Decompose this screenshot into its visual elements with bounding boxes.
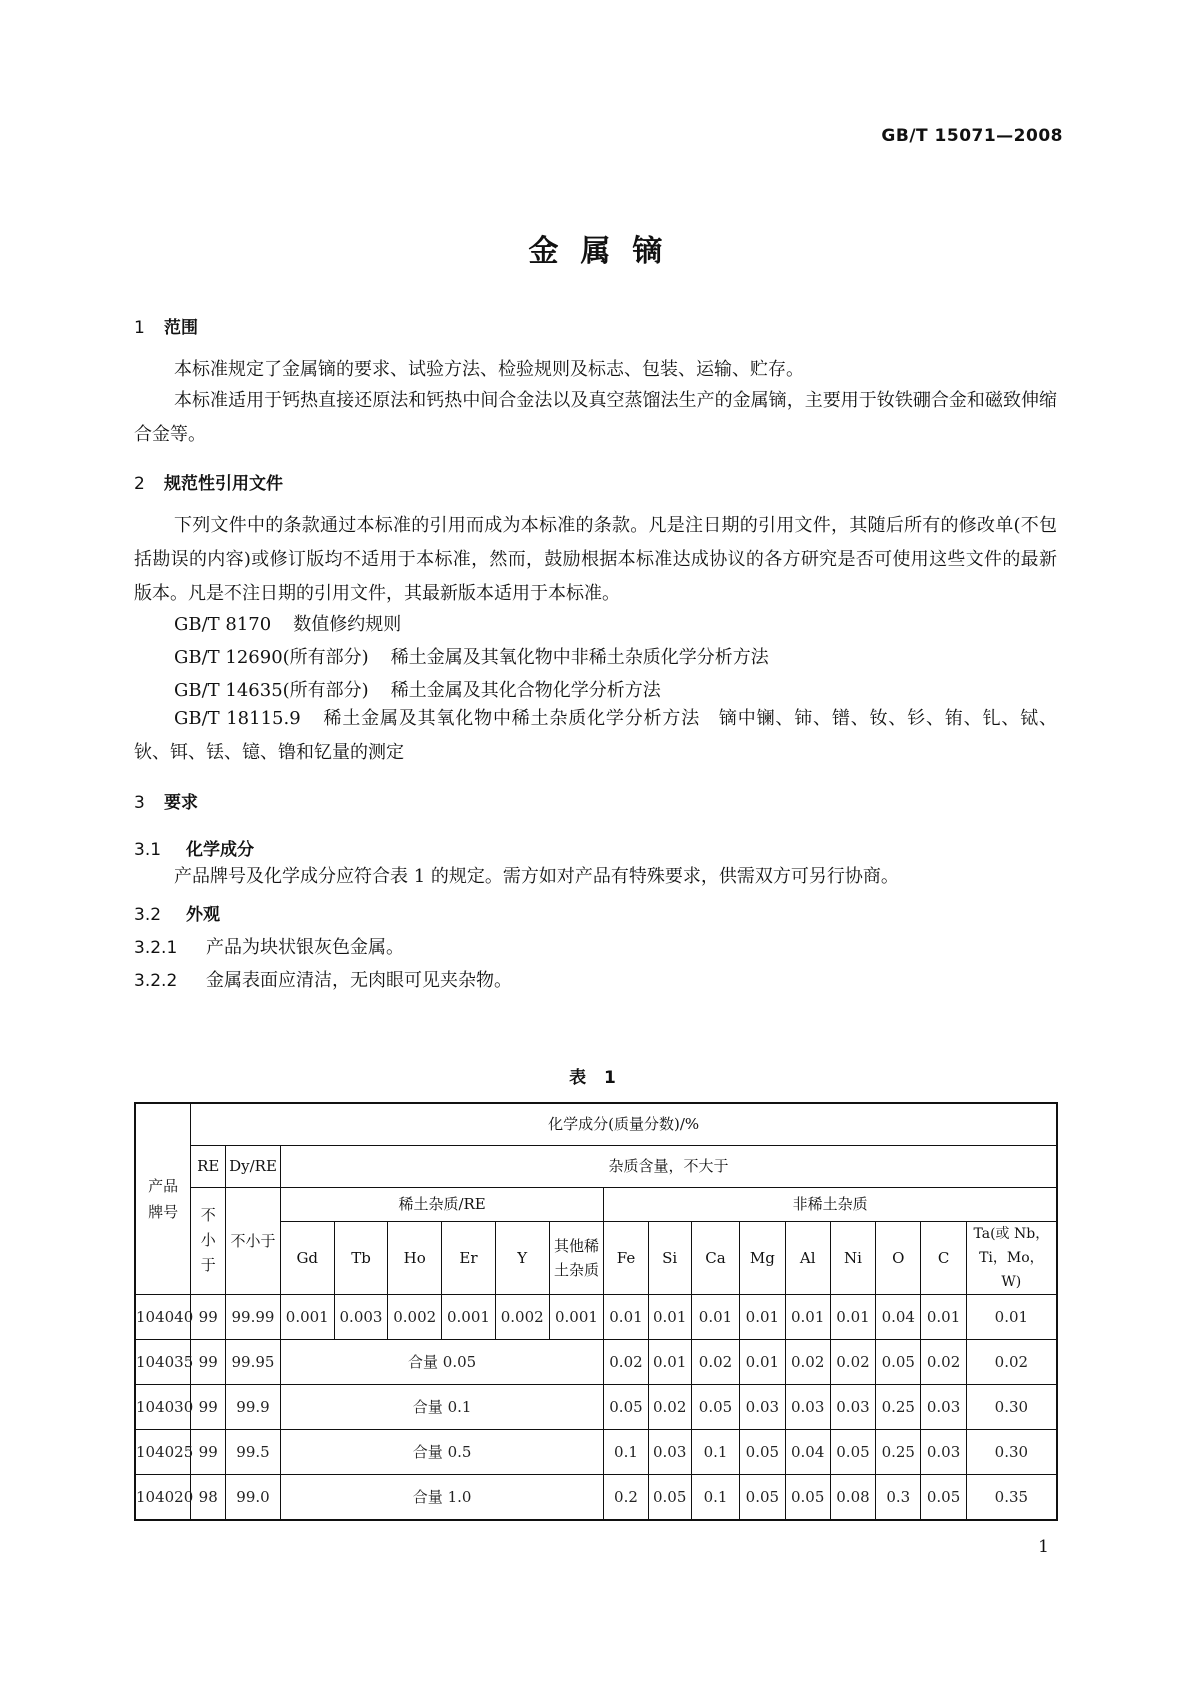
cell: 0.01 bbox=[740, 1339, 785, 1384]
cell: 0.03 bbox=[648, 1429, 691, 1474]
cell: 0.01 bbox=[691, 1294, 739, 1339]
cell: 0.05 bbox=[740, 1474, 785, 1520]
cell: 0.002 bbox=[495, 1294, 549, 1339]
cell-re: 99 bbox=[191, 1339, 226, 1384]
cell: 0.05 bbox=[785, 1474, 830, 1520]
ref-item: GB/T 8170 数值修约规则 bbox=[174, 614, 402, 635]
cell: 0.003 bbox=[334, 1294, 388, 1339]
cell-re: 99 bbox=[191, 1294, 226, 1339]
cell-re-total: 合量 0.5 bbox=[280, 1429, 603, 1474]
col-fe: Fe bbox=[604, 1221, 648, 1294]
section-2-heading: 2 规范性引用文件 bbox=[134, 474, 283, 494]
cell-re: 98 bbox=[191, 1474, 226, 1520]
header-re-min: 不小于 bbox=[191, 1187, 226, 1294]
section-3-1-heading: 3.1 化学成分 bbox=[134, 840, 254, 860]
section-3-2-1: 3.2.1 产品为块状银灰色金属。 bbox=[134, 937, 404, 958]
cell: 0.08 bbox=[830, 1474, 875, 1520]
table-caption: 表 1 bbox=[569, 1068, 622, 1088]
col-mg: Mg bbox=[740, 1221, 785, 1294]
cell: 0.1 bbox=[604, 1429, 648, 1474]
ref-item: GB/T 14635(所有部分) 稀土金属及其化合物化学分析方法 bbox=[174, 680, 661, 701]
table-row bbox=[135, 1339, 1057, 1384]
cell: 0.01 bbox=[648, 1294, 691, 1339]
cell: 0.1 bbox=[691, 1429, 739, 1474]
cell: 0.01 bbox=[830, 1294, 875, 1339]
cell: 0.02 bbox=[604, 1339, 648, 1384]
cell: 0.02 bbox=[785, 1339, 830, 1384]
cell: 0.03 bbox=[785, 1384, 830, 1429]
cell: 0.001 bbox=[549, 1294, 604, 1339]
col-tb: Tb bbox=[334, 1221, 388, 1294]
col-ni: Ni bbox=[830, 1221, 875, 1294]
header-chem-composition: 化学成分(质量分数)/% bbox=[191, 1103, 1057, 1145]
col-other-re: 其他稀土杂质 bbox=[549, 1221, 604, 1294]
cell: 0.1 bbox=[691, 1474, 739, 1520]
cell: 0.04 bbox=[785, 1429, 830, 1474]
cell: 0.03 bbox=[830, 1384, 875, 1429]
table-row bbox=[135, 1294, 1057, 1339]
cell: 0.05 bbox=[921, 1474, 966, 1520]
section-1-para-2: 本标准适用于钙热直接还原法和钙热中间合金法以及真空蒸馏法生产的金属镝，主要用于钕铁硼合金和磁致伸缩合金等。 bbox=[134, 390, 1057, 445]
cell: 0.25 bbox=[876, 1384, 921, 1429]
cell-dyre: 99.5 bbox=[226, 1429, 281, 1474]
section-3-heading: 3 要求 bbox=[134, 793, 198, 813]
section-1-para-1: 本标准规定了金属镝的要求、试验方法、检验规则及标志、包装、运输、贮存。 bbox=[174, 359, 804, 380]
cell: 0.02 bbox=[921, 1339, 966, 1384]
col-er: Er bbox=[442, 1221, 496, 1294]
cell-re: 99 bbox=[191, 1429, 226, 1474]
table-row bbox=[135, 1474, 1057, 1520]
cell: 0.01 bbox=[740, 1294, 785, 1339]
col-gd: Gd bbox=[280, 1221, 334, 1294]
cell-grade: 104035 bbox=[135, 1339, 191, 1384]
col-al: Al bbox=[785, 1221, 830, 1294]
section-3-1-para: 产品牌号及化学成分应符合表 1 的规定。需方如对产品有特殊要求，供需双方可另行协商。 bbox=[174, 866, 899, 887]
cell: 0.25 bbox=[876, 1429, 921, 1474]
header-non-re-impurity: 非稀土杂质 bbox=[604, 1187, 1057, 1221]
cell: 0.05 bbox=[876, 1339, 921, 1384]
cell: 0.05 bbox=[691, 1384, 739, 1429]
header-impurity: 杂质含量，不大于 bbox=[280, 1145, 1057, 1187]
cell-re-total: 合量 1.0 bbox=[280, 1474, 603, 1520]
cell-grade: 104030 bbox=[135, 1384, 191, 1429]
cell-re: 99 bbox=[191, 1384, 226, 1429]
cell-re-total: 合量 0.1 bbox=[280, 1384, 603, 1429]
cell: 0.02 bbox=[830, 1339, 875, 1384]
table-1 bbox=[134, 1102, 1058, 1521]
col-c: C bbox=[921, 1221, 966, 1294]
col-ta: Ta(或 Nb，Ti，Mo，W) bbox=[966, 1221, 1057, 1294]
document-title: 金属镝 bbox=[528, 234, 685, 269]
section-2-para-1: 下列文件中的条款通过本标准的引用而成为本标准的条款。凡是注日期的引用文件，其随后所有的修改单(不包括勘误的内容)或修订版均不适用于本标准，然而，鼓励根据本标准达成协议的各方研究是否可使用这些文件的最新版本。凡是不注日期的引用文件，其最新版本适用于本标准。 bbox=[134, 515, 1057, 604]
cell: 0.05 bbox=[740, 1429, 785, 1474]
cell: 0.30 bbox=[966, 1384, 1057, 1429]
cell-re-total: 合量 0.05 bbox=[280, 1339, 603, 1384]
cell: 0.04 bbox=[876, 1294, 921, 1339]
cell: 0.30 bbox=[966, 1429, 1057, 1474]
header-dy-re: Dy/RE bbox=[226, 1145, 281, 1187]
cell-dyre: 99.9 bbox=[226, 1384, 281, 1429]
cell-grade: 104020 bbox=[135, 1474, 191, 1520]
col-o: O bbox=[876, 1221, 921, 1294]
section-3-2-heading: 3.2 外观 bbox=[134, 905, 220, 925]
section-3-2-2: 3.2.2 金属表面应清洁，无肉眼可见夹杂物。 bbox=[134, 970, 512, 991]
header-grade: 产品牌号 bbox=[135, 1103, 191, 1294]
cell: 0.03 bbox=[740, 1384, 785, 1429]
header-dyre-min: 不小于 bbox=[226, 1187, 281, 1294]
standard-code: GB/T 15071—2008 bbox=[881, 126, 1063, 146]
cell: 0.01 bbox=[966, 1294, 1057, 1339]
cell: 0.002 bbox=[388, 1294, 442, 1339]
cell-dyre: 99.95 bbox=[226, 1339, 281, 1384]
cell-grade: 104040 bbox=[135, 1294, 191, 1339]
cell: 0.03 bbox=[921, 1429, 966, 1474]
section-1-heading: 1 范围 bbox=[134, 318, 198, 338]
col-y: Y bbox=[495, 1221, 549, 1294]
cell: 0.2 bbox=[604, 1474, 648, 1520]
header-re-impurity: 稀土杂质/RE bbox=[280, 1187, 603, 1221]
cell: 0.02 bbox=[691, 1339, 739, 1384]
col-si: Si bbox=[648, 1221, 691, 1294]
ref-item: GB/T 12690(所有部分) 稀土金属及其氧化物中非稀土杂质化学分析方法 bbox=[174, 647, 769, 668]
cell-grade: 104025 bbox=[135, 1429, 191, 1474]
cell: 0.02 bbox=[648, 1384, 691, 1429]
cell: 0.05 bbox=[830, 1429, 875, 1474]
cell: 0.01 bbox=[648, 1339, 691, 1384]
cell: 0.001 bbox=[442, 1294, 496, 1339]
table-row bbox=[135, 1384, 1057, 1429]
cell-dyre: 99.0 bbox=[226, 1474, 281, 1520]
cell: 0.03 bbox=[921, 1384, 966, 1429]
ref-item: GB/T 18115.9 稀土金属及其氧化物中稀土杂质化学分析方法 镝中镧、铈、镨、钕、钐、铕、钆、铽、钬、铒、铥、镱、镥和钇量的测定 bbox=[134, 708, 1057, 763]
col-ho: Ho bbox=[388, 1221, 442, 1294]
cell: 0.01 bbox=[921, 1294, 966, 1339]
cell: 0.001 bbox=[280, 1294, 334, 1339]
page-number: 1 bbox=[1038, 1537, 1049, 1557]
col-ca: Ca bbox=[691, 1221, 739, 1294]
cell: 0.02 bbox=[966, 1339, 1057, 1384]
cell: 0.35 bbox=[966, 1474, 1057, 1520]
cell-dyre: 99.99 bbox=[226, 1294, 281, 1339]
cell: 0.05 bbox=[604, 1384, 648, 1429]
cell: 0.01 bbox=[785, 1294, 830, 1339]
table-row bbox=[135, 1429, 1057, 1474]
cell: 0.01 bbox=[604, 1294, 648, 1339]
cell: 0.3 bbox=[876, 1474, 921, 1520]
cell: 0.05 bbox=[648, 1474, 691, 1520]
header-re: RE bbox=[191, 1145, 226, 1187]
